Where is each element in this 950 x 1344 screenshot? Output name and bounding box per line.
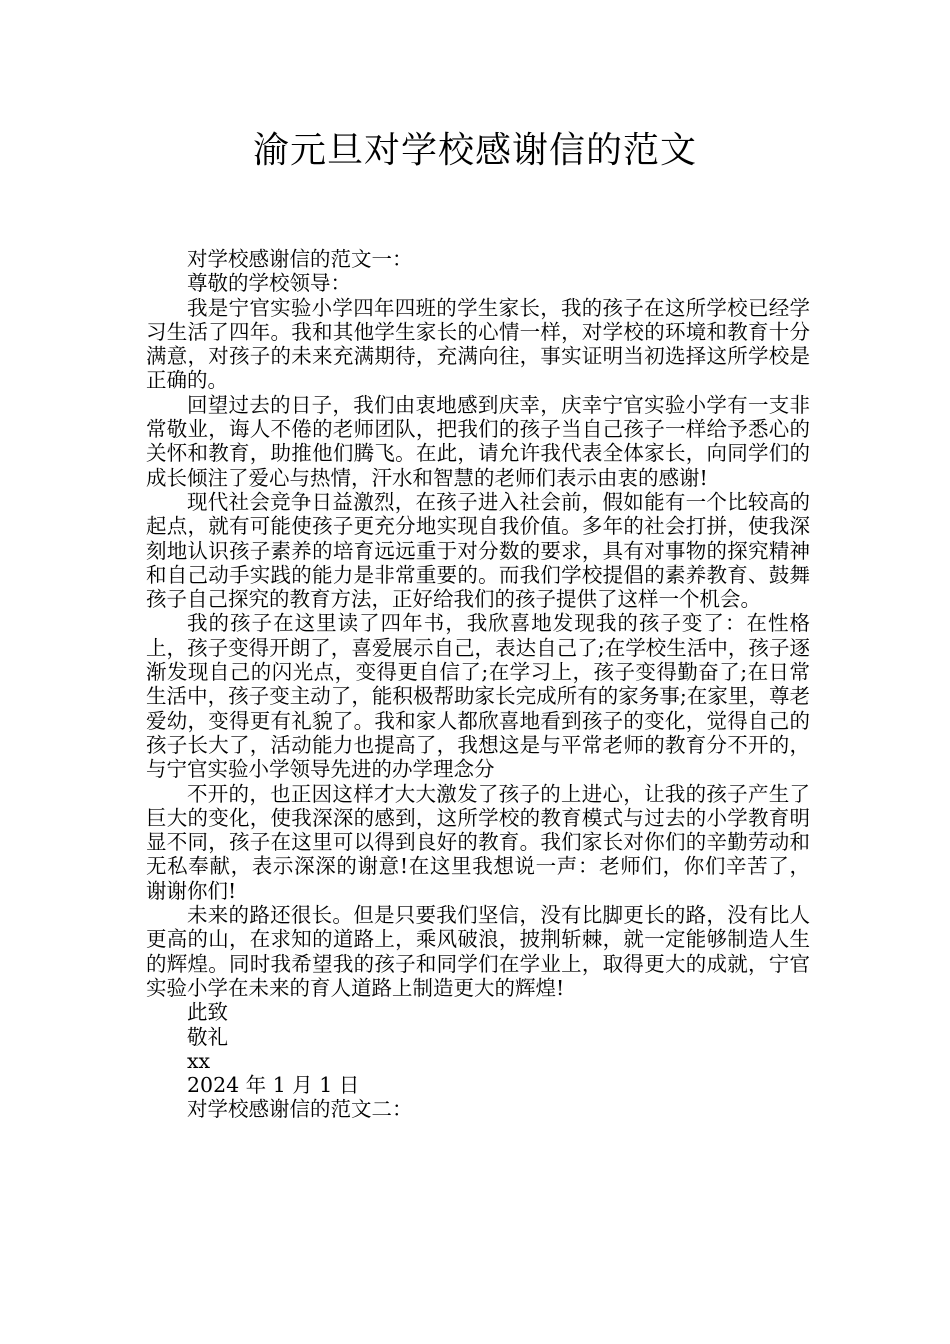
closing-line-1: 此致: [187, 1000, 228, 1025]
paragraph-gratitude: 回望过去的日子，我们由衷地感到庆幸，庆幸宁官实验小学有一支非常敬业，诲人不倦的老师团队，把我们的孩子当自己孩子一样给予悉心的关怀和教育，助推他们腾飞。在此，请允许我代表全体家长，向同学们的成长倾注了爱心与热情，汗水和智慧的老师们表示由衷的感谢!: [146, 392, 810, 490]
section-heading-2: 对学校感谢信的范文二：: [187, 1097, 413, 1122]
paragraph-continuation: 不开的，也正因这样才大大激发了孩子的上进心，让我的孩子产生了巨大的变化，使我深深的感到，这所学校的教育模式与过去的小学教育明显不同，孩子在这里可以得到良好的教育。我们家长对你们的辛勤劳动和无私奉献，表示深深的谢意!在这里我想说一声：老师们，你们辛苦了，谢谢你们!: [146, 781, 810, 903]
date-line: 2024 年 1 月 1 日: [187, 1073, 360, 1098]
salutation: 尊敬的学校领导：: [187, 271, 351, 296]
paragraph-changes: 我的孩子在这里读了四年书，我欣喜地发现我的孩子变了：在性格上，孩子变得开朗了，喜爱展示自己，表达自己了;在学校生活中，孩子逐渐发现自己的闪光点，变得更自信了;在学习上，孩子变得勤奋了;在日常生活中，孩子变主动了，能积极帮助家长完成所有的家务事;在家里，尊老爱幼，变得更有礼貌了。我和家人都欣喜地看到孩子的变化，觉得自己的孩子长大了，活动能力也提高了，我想这是与平常老师的教育分不开的，与宁官实验小学领导先进的办学理念分: [146, 611, 810, 782]
signature: xx: [187, 1048, 211, 1073]
closing-line-2: 敬礼: [187, 1024, 228, 1049]
paragraph-intro: 我是宁官实验小学四年四班的学生家长，我的孩子在这所学校已经学习生活了四年。我和其他学生家长的心情一样，对学校的环境和教育十分满意，对孩子的未来充满期待，充满向往，事实证明当初选择这所学校是正确的。: [146, 295, 810, 393]
paragraph-society: 现代社会竞争日益激烈，在孩子进入社会前，假如能有一个比较高的起点，就有可能使孩子更充分地实现自我价值。多年的社会打拼，使我深刻地认识孩子素养的培育远远重于对分数的要求，具有对事物的探究精神和自己动手实践的能力是非常重要的。而我们学校提倡的素养教育、鼓舞孩子自己探究的教育方法，正好给我们的孩子提供了这样一个机会。: [146, 489, 810, 612]
paragraph-future: 未来的路还很长。但是只要我们坚信，没有比脚更长的路，没有比人更高的山，在求知的道路上，乘风破浪，披荆斩棘，就一定能够制造人生的辉煌。同时我希望我的孩子和同学们在学业上，取得更大的成就，宁官实验小学在未来的育人道路上制造更大的辉煌!: [146, 903, 810, 1000]
section-heading-1: 对学校感谢信的范文一：: [187, 247, 413, 271]
document-title: 渝元旦对学校感谢信的范文: [252, 130, 697, 171]
document-body: [146, 247, 810, 1122]
